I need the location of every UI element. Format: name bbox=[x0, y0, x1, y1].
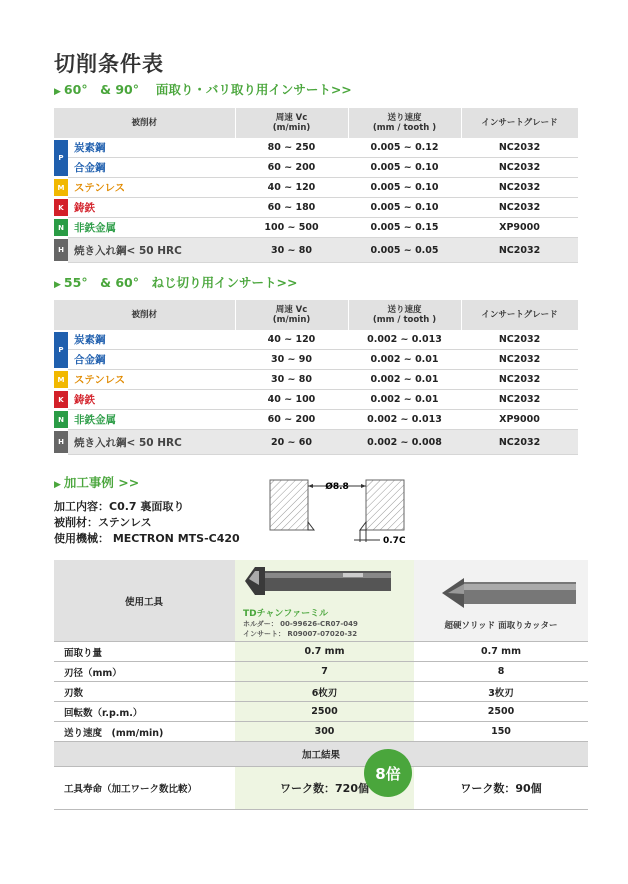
group-code: H bbox=[54, 431, 68, 453]
cell-vc: 80 ~ 250 bbox=[235, 138, 348, 158]
cell-a: 6枚刃 bbox=[235, 682, 414, 702]
cell-feed: 0.002 ~ 0.008 bbox=[348, 430, 461, 455]
chamfer-mill-image bbox=[243, 561, 393, 603]
tool-a-holder: ホルダー： 00-99626-CR07-049 bbox=[243, 620, 358, 628]
group-code: K bbox=[54, 391, 68, 408]
comparison-table bbox=[54, 560, 588, 810]
group-code: N bbox=[54, 219, 68, 236]
section2-title: ▶ 55° & 60° ねじ切り用インサート>> bbox=[54, 275, 298, 290]
material-group-tab bbox=[54, 218, 68, 238]
table-row bbox=[54, 330, 578, 350]
cell-name: 非鉄金属 bbox=[68, 410, 235, 430]
header-material: 被削材 bbox=[54, 108, 235, 138]
table-row bbox=[54, 682, 588, 702]
cell-feed: 0.002 ~ 0.013 bbox=[348, 410, 461, 430]
table-row bbox=[54, 370, 578, 390]
table-row bbox=[54, 642, 588, 662]
life-b: ワーク数：90個 bbox=[414, 767, 588, 810]
table-row bbox=[54, 198, 578, 218]
cell-b: 0.7 mm bbox=[414, 642, 588, 662]
header-grade: インサートグレード bbox=[461, 300, 578, 330]
triangle-right-icon: ▶ bbox=[54, 280, 61, 290]
cell-grade: NC2032 bbox=[461, 198, 578, 218]
cell-name: 焼き入れ鋼< 50 HRC bbox=[68, 430, 235, 455]
group-code: M bbox=[54, 371, 68, 388]
cell-a: 2500 bbox=[235, 702, 414, 722]
material-group-tab bbox=[54, 238, 68, 263]
cell-a: 300 bbox=[235, 722, 414, 742]
header-feed: 送り速度 (mm / tooth ) bbox=[348, 300, 461, 330]
table-row bbox=[54, 238, 578, 263]
cell-label: 回転数（r.p.m.） bbox=[54, 702, 235, 722]
material-group-tab bbox=[54, 410, 68, 430]
cell-name: 合金鋼 bbox=[68, 158, 235, 178]
table-row bbox=[54, 138, 578, 158]
cell-feed: 0.005 ~ 0.15 bbox=[348, 218, 461, 238]
cell-grade: NC2032 bbox=[461, 390, 578, 410]
header-material: 被削材 bbox=[54, 300, 235, 330]
cell-feed: 0.002 ~ 0.01 bbox=[348, 350, 461, 370]
cell-name: 合金鋼 bbox=[68, 350, 235, 370]
cell-b: 8 bbox=[414, 662, 588, 682]
result-label: 加工結果 bbox=[54, 742, 588, 767]
cell-vc: 60 ~ 180 bbox=[235, 198, 348, 218]
cell-name: 炭素鋼 bbox=[68, 138, 235, 158]
header-grade: インサートグレード bbox=[461, 108, 578, 138]
cell-grade: XP9000 bbox=[461, 410, 578, 430]
material-group-tab bbox=[54, 330, 68, 370]
cell-label: 面取り量 bbox=[54, 642, 235, 662]
cell-vc: 20 ~ 60 bbox=[235, 430, 348, 455]
cell-vc: 60 ~ 200 bbox=[235, 158, 348, 178]
example-machine: 使用機械： MECTRON MTS-C420 bbox=[54, 532, 240, 545]
cell-grade: NC2032 bbox=[461, 158, 578, 178]
cell-grade: NC2032 bbox=[461, 350, 578, 370]
cell-name: ステンレス bbox=[68, 370, 235, 390]
table-row bbox=[54, 722, 588, 742]
example-content: 加工内容：C0.7 裏面取り bbox=[54, 500, 185, 513]
life-a: ワーク数：720個 bbox=[235, 767, 414, 810]
triangle-right-icon: ▶ bbox=[54, 87, 61, 97]
section1-title: ▶ 60° & 90° 面取り・バリ取り用インサート>> bbox=[54, 82, 352, 97]
cell-a: 0.7 mm bbox=[235, 642, 414, 662]
chamfer-size-label: 0.7C bbox=[383, 536, 406, 546]
example-material: 被削材：ステンレス bbox=[54, 516, 152, 529]
cutting-table-2 bbox=[54, 300, 579, 455]
table-row bbox=[54, 662, 588, 682]
cell-feed: 0.002 ~ 0.01 bbox=[348, 390, 461, 410]
example-title: ▶ 加工事例 >> bbox=[54, 475, 140, 490]
cell-label: 刃径（mm） bbox=[54, 662, 235, 682]
cell-a: 7 bbox=[235, 662, 414, 682]
tool-b-cell bbox=[414, 560, 588, 642]
tool-label: 使用工具 bbox=[54, 560, 235, 642]
tool-a-name: TDチャンファーミル bbox=[243, 609, 329, 619]
material-group-tab bbox=[54, 138, 68, 178]
cell-name: 非鉄金属 bbox=[68, 218, 235, 238]
table-row bbox=[54, 350, 578, 370]
cell-grade: NC2032 bbox=[461, 430, 578, 455]
cell-grade: NC2032 bbox=[461, 178, 578, 198]
cell-name: ステンレス bbox=[68, 178, 235, 198]
cell-feed: 0.002 ~ 0.01 bbox=[348, 370, 461, 390]
cell-label: 刃数 bbox=[54, 682, 235, 702]
chamfer-diagram bbox=[268, 472, 428, 550]
cell-b: 2500 bbox=[414, 702, 588, 722]
cell-vc: 100 ~ 500 bbox=[235, 218, 348, 238]
cell-grade: NC2032 bbox=[461, 238, 578, 263]
cell-name: 鋳鉄 bbox=[68, 198, 235, 218]
header-vc: 周速 Vc (m/min) bbox=[235, 300, 348, 330]
page-title: 切削条件表 bbox=[54, 52, 164, 76]
cutting-table-1 bbox=[54, 108, 579, 263]
cell-vc: 30 ~ 80 bbox=[235, 370, 348, 390]
cell-vc: 30 ~ 80 bbox=[235, 238, 348, 263]
cell-vc: 30 ~ 90 bbox=[235, 350, 348, 370]
material-group-tab bbox=[54, 430, 68, 455]
table-row bbox=[54, 390, 578, 410]
cell-vc: 40 ~ 120 bbox=[235, 178, 348, 198]
cell-feed: 0.005 ~ 0.10 bbox=[348, 198, 461, 218]
cell-label: 送り速度 (mm/min) bbox=[54, 722, 235, 742]
cell-feed: 0.002 ~ 0.013 bbox=[348, 330, 461, 350]
group-code: H bbox=[54, 239, 68, 261]
group-code: N bbox=[54, 411, 68, 428]
solid-cutter-image bbox=[426, 572, 576, 616]
cell-grade: NC2032 bbox=[461, 138, 578, 158]
header-vc: 周速 Vc (m/min) bbox=[235, 108, 348, 138]
cell-feed: 0.005 ~ 0.10 bbox=[348, 178, 461, 198]
table-row bbox=[54, 158, 578, 178]
table-row bbox=[54, 218, 578, 238]
header-feed: 送り速度 (mm / tooth ) bbox=[348, 108, 461, 138]
cell-feed: 0.005 ~ 0.05 bbox=[348, 238, 461, 263]
material-group-tab bbox=[54, 178, 68, 198]
group-code: K bbox=[54, 199, 68, 216]
cell-vc: 40 ~ 120 bbox=[235, 330, 348, 350]
cell-vc: 60 ~ 200 bbox=[235, 410, 348, 430]
life-label: 工具寿命（加工ワーク数比較） bbox=[54, 767, 235, 810]
cell-grade: NC2032 bbox=[461, 370, 578, 390]
material-group-tab bbox=[54, 198, 68, 218]
cell-name: 炭素鋼 bbox=[68, 330, 235, 350]
tool-a-cell bbox=[235, 560, 414, 642]
table-row bbox=[54, 430, 578, 455]
cell-name: 鋳鉄 bbox=[68, 390, 235, 410]
group-code: P bbox=[54, 140, 68, 176]
triangle-right-icon: ▶ bbox=[54, 480, 61, 490]
cell-feed: 0.005 ~ 0.12 bbox=[348, 138, 461, 158]
cell-grade: NC2032 bbox=[461, 330, 578, 350]
ratio-badge: 8倍 bbox=[364, 749, 412, 797]
table-row bbox=[54, 410, 578, 430]
material-group-tab bbox=[54, 370, 68, 390]
tool-b-name: 超硬ソリッド 面取りカッター bbox=[444, 621, 558, 631]
diameter-label: Ø8.8 bbox=[325, 482, 349, 492]
tool-a-insert: インサート： R09007-07020-32 bbox=[243, 630, 358, 638]
group-code: M bbox=[54, 179, 68, 196]
material-group-tab bbox=[54, 390, 68, 410]
cell-name: 焼き入れ鋼< 50 HRC bbox=[68, 238, 235, 263]
cell-feed: 0.005 ~ 0.10 bbox=[348, 158, 461, 178]
cell-b: 150 bbox=[414, 722, 588, 742]
table-row bbox=[54, 178, 578, 198]
cell-vc: 40 ~ 100 bbox=[235, 390, 348, 410]
cell-b: 3枚刃 bbox=[414, 682, 588, 702]
cell-grade: XP9000 bbox=[461, 218, 578, 238]
group-code: P bbox=[54, 332, 68, 368]
table-row bbox=[54, 702, 588, 722]
